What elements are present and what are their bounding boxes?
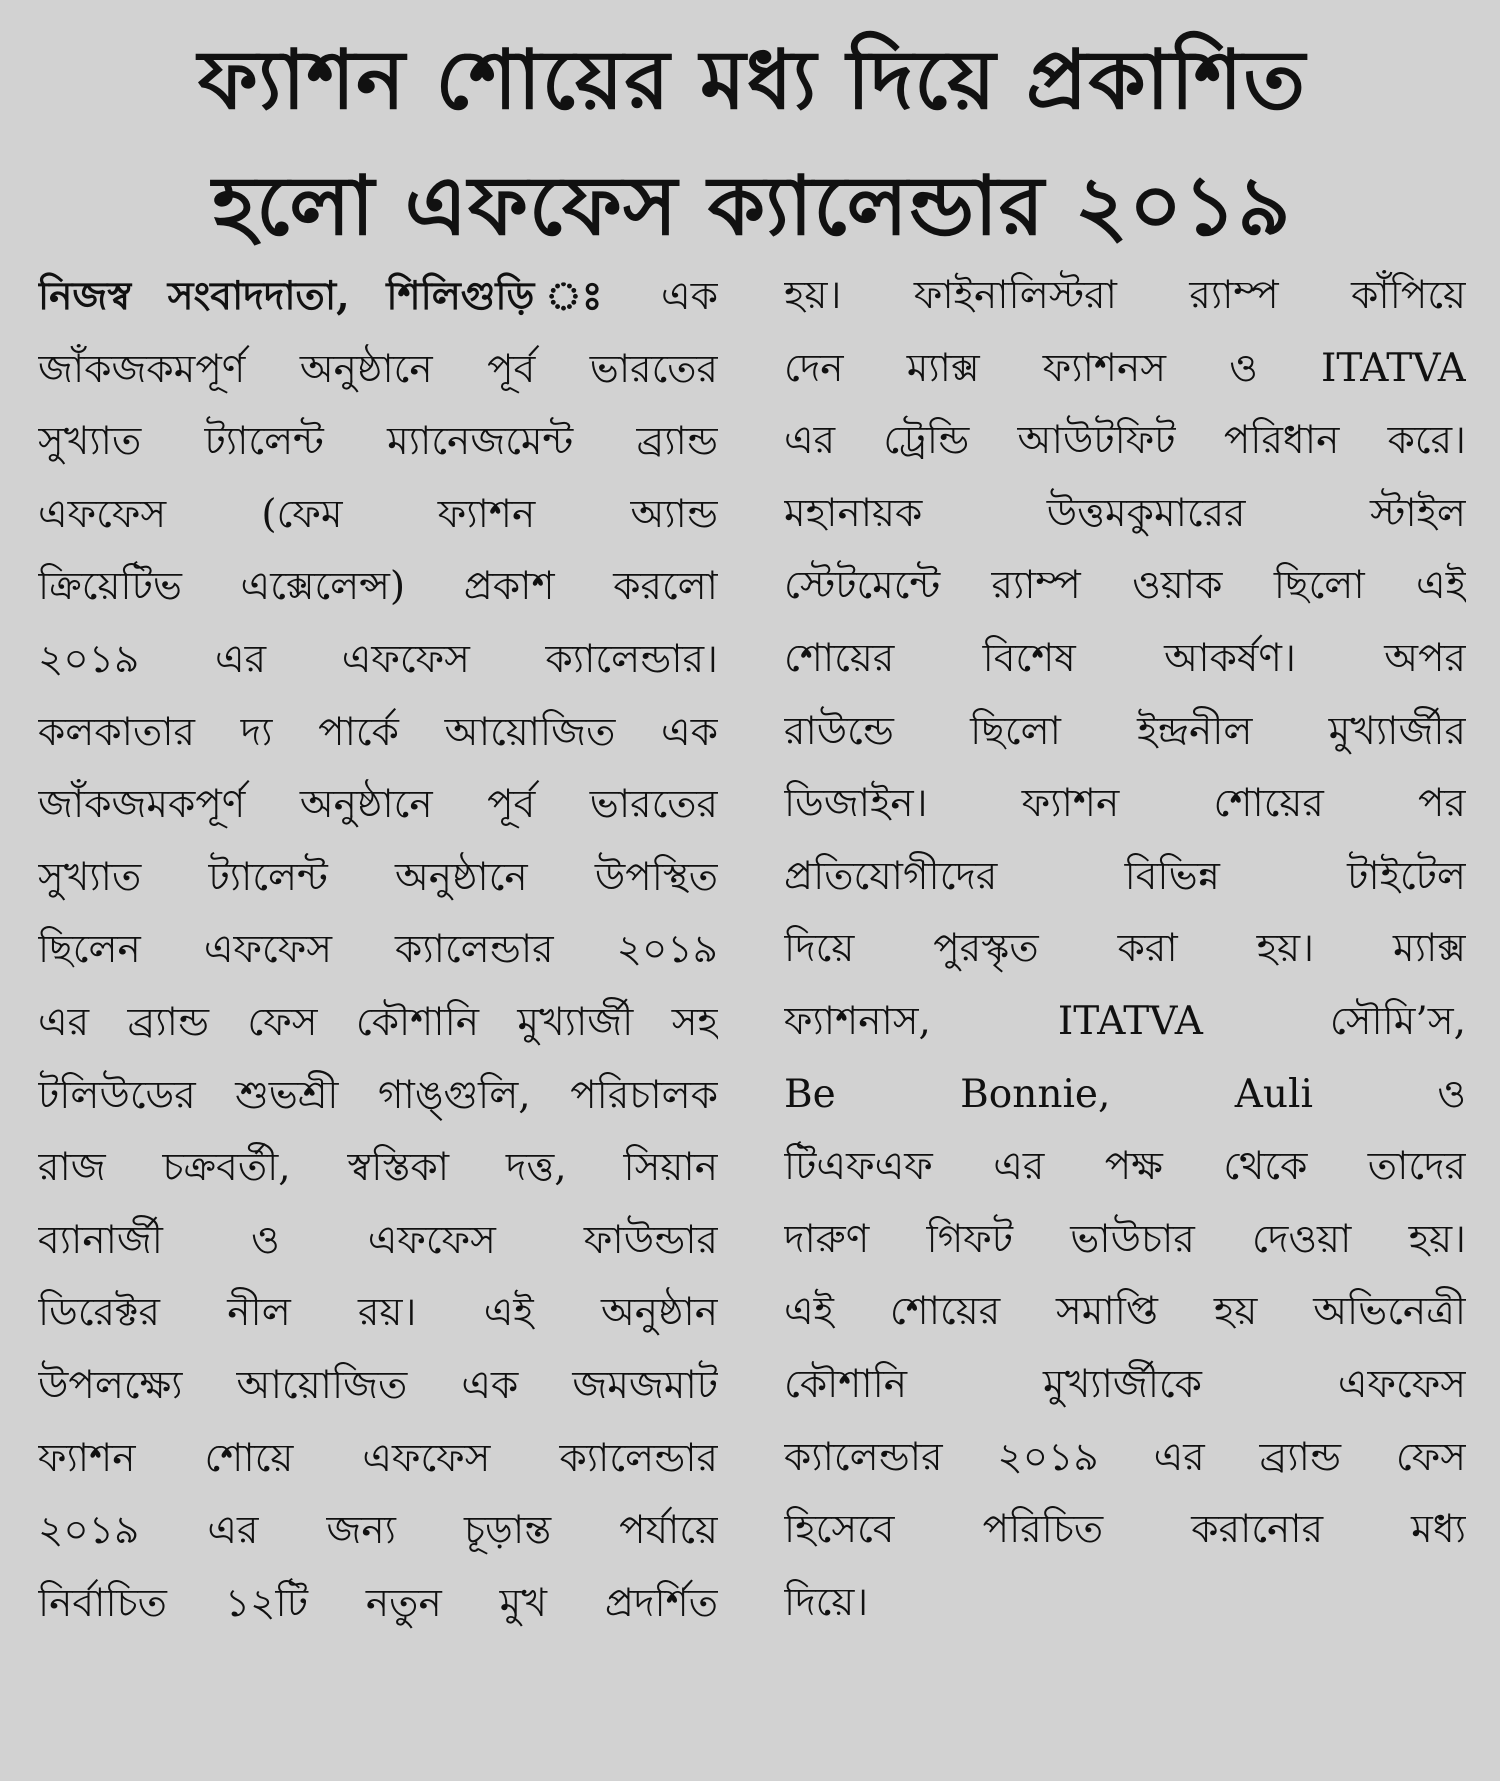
article-line: ডিরেক্টর নীল রয়। এই অনুষ্ঠান [38,1290,718,1336]
article-line: ক্রিয়েটিভ এক্সেলেন্স) প্রকাশ করলো [38,564,718,610]
article-line [38,260,718,334]
article-line: দিয়ে পুরস্কৃত করা হয়। ম্যাক্স [784,926,1466,972]
headline [38,18,1466,270]
article-line: দারুণ গিফট ভাউচার দেওয়া হয়। [784,1216,1466,1262]
article-line: ছিলেন এফফেস ক্যালেন্ডার ২০১৯ [38,927,718,973]
article-line: মহানায়ক উত্তমকুমারের স্টাইল [784,490,1466,536]
article-line: জাঁকজমকপূর্ণ অনুষ্ঠানে পূর্ব ভারতের [38,782,718,828]
byline: নিজস্ব সংবাদদাতা, শিলিগুড়ি ঃ [38,273,626,319]
headline-line-2: হলো এফফেস ক্যালেন্ডার ২০১৯ [212,159,1292,254]
article-line: জাঁকজকমপূর্ণ অনুষ্ঠানে পূর্ব ভারতের [38,346,718,392]
article-line: দিয়ে। [784,1579,869,1625]
article-line: এই শোয়ের সমাপ্তি হয় অভিনেত্রী [784,1289,1466,1335]
headline-line-1: ফ্যাশন শোয়ের মধ্য দিয়ে প্রকাশিত [198,33,1306,128]
article-line: কৌশানি মুখ্যার্জীকে এফফেস [784,1361,1466,1407]
article-body [38,260,1466,1640]
article-line: উপলক্ষ্যে আয়োজিত এক জমজমাট [38,1362,718,1408]
article-line: নির্বাচিত ১২টি নতুন মুখ প্রদর্শিত [38,1580,718,1626]
article-line: ফ্যাশনাস, ITATVA সৌমি’স, [784,998,1466,1044]
article-line: সুখ্যাত ট্যালেন্ট ম্যানেজমেন্ট ব্র্যান্ড [38,419,718,465]
article-line: রাউন্ডে ছিলো ইন্দ্রনীল মুখ্যার্জীর [784,708,1466,754]
article-line: সুখ্যাত ট্যালেন্ট অনুষ্ঠানে উপস্থিত [38,854,718,900]
article-line: টিএফএফ এর পক্ষ থেকে তাদের [784,1144,1466,1190]
article-line: ২০১৯ এর জন্য চূড়ান্ত পর্যায়ে [38,1508,718,1554]
article-line: এর ব্র্যান্ড ফেস কৌশানি মুখ্যার্জী সহ [38,999,718,1045]
article-line: দেন ম্যাক্স ফ্যাশনস ও ITATVA [784,345,1466,391]
article-line: Be Bonnie, Auli ও [784,1071,1466,1117]
article-line: ক্যালেন্ডার ২০১৯ এর ব্র্যান্ড ফেস [784,1434,1466,1480]
article-line: ফ্যাশন শোয়ে এফফেস ক্যালেন্ডার [38,1435,718,1481]
article-line: ডিজাইন। ফ্যাশন শোয়ের পর [784,781,1466,827]
article-line: হয়। ফাইনালিস্টরা র‍্যাম্প কাঁপিয়ে [784,273,1466,318]
article-line: শোয়ের বিশেষ আকর্ষণ। অপর [784,635,1466,681]
article-column-left [38,260,718,1640]
article-line: এফফেস (ফেম ফ্যাশন অ্যান্ড [38,491,718,537]
article-line-text: এক [625,274,718,319]
article-line: স্টেটমেন্টে র‍্যাম্প ওয়াক ছিলো এই [784,563,1466,609]
article-line: এর ট্রেন্ডি আউটফিট পরিধান করে। [784,418,1466,464]
article-column-right [784,260,1466,1640]
article-line: টলিউডের শুভশ্রী গাঙ্গুলি, পরিচালক [38,1072,718,1118]
article-line: কলকাতার দ্য পার্কে আয়োজিত এক [38,709,718,755]
article-line: রাজ চক্রবর্তী, স্বস্তিকা দত্ত, সিয়ান [38,1145,718,1191]
article-line: ব্যানার্জী ও এফফেস ফাউন্ডার [38,1217,718,1263]
article-line: প্রতিযোগীদের বিভিন্ন টাইটেল [784,853,1466,899]
article-line: ২০১৯ এর এফফেস ক্যালেন্ডার। [38,636,718,682]
article-line: হিসেবে পরিচিত করানোর মধ্য [784,1507,1466,1553]
